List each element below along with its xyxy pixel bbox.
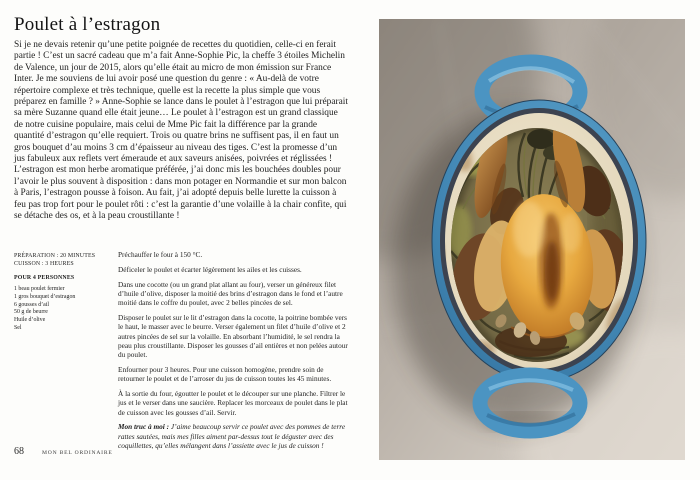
- cocotte-illustration: [379, 19, 685, 460]
- ingredient-item: 50 g de beurre: [14, 309, 48, 316]
- step-paragraph: Préchauffer le four à 150 °C.: [118, 250, 203, 259]
- page-footer: [14, 446, 113, 457]
- intro-paragraph: Si je ne devais retenir qu’une petite poignée de recettes du quotidien, celle-ci en ferait partie ! C’est un sacré cadeau que m’a fait Anne-Sophie Pic, la cheffe 3 étoiles Michelin de Valence, un jour de 2015, alors qu’elle était au micro de mon émission sur France Inter. Je me souviens de lui avoir posé une question du genre : « Au-delà de votre répertoire complexe et très technique, quelle est la recette la plus simple que vous préparez en famille ? » Anne-Sophie se lance dans le poulet à l’estragon que lui préparait sa mère Suzanne quand elle était jeune… Le poulet à l’estragon est un grand classique de notre cuisine populaire, mais celui de Mme Pic fait la différence par la grande quantité d’estragon qu’elle requiert. Trois ou quatre brins ne suffisent pas, il en faut un gros bouquet d’au moins 3 cm d’épaisseur au niveau des tiges. C’est la promesse d’un jus fabuleux aux reflets vert émeraude et aux saveurs anisées, poivrées et réglissées ! L’estragon est mon herbe aromatique préférée, j’ai donc mis les bouchées doubles pour l’avoir le plus souvent à disposition : dans mon potager en Normandie et sur mon balcon à Paris, l’estragon pousse à foison. Au fait, j’ai adopté depuis belle lurette la cuisson à feu pas trop fort pour le poulet rôti : c’est la garantie d’une volaille à la chair confite, qui se détache des os, et à la peau croustillante !: [14, 40, 348, 222]
- ingredient-item: Huile d’olive: [14, 316, 46, 323]
- page-number: 68: [14, 446, 24, 457]
- step-paragraph: Déficeler le poulet et écarter légèrement les ailes et les cuisses.: [118, 264, 302, 274]
- ingredient-item: 6 gousses d’ail: [14, 301, 50, 308]
- running-title: MON BEL ORDINAIRE: [42, 450, 113, 456]
- step-paragraph: Dans une cocotte (ou un grand plat allant au four), verser un généreux filet d’huile d’olive, disposer la moitié des brins d’estragon dans le fond et l’autre moitié dans le coffre du poulet, avec 2 belles pincées de sel.: [118, 279, 343, 308]
- roast-chicken-photo: [379, 19, 685, 460]
- tip-text: J’aime beaucoup servir ce poulet avec des pommes de terre rattes sautées, mais mes filles aiment par-dessus tout le déguster avec des coquillettes, qu’elles mélangent dans l’assiette avec le jus de cuisson !: [118, 422, 346, 451]
- method-column: [118, 250, 351, 456]
- ingredient-item: Sel: [14, 324, 22, 331]
- step-paragraph: Disposer le poulet sur le lit d’estragon dans la cocotte, la poitrine bombée vers le haut, le masser avec le beurre. Verser également un filet d’huile d’olive et 2 autres pincées de sel sur la volaille. En absorbant l’humidité, le sel rendra la peau plus croustillante. Disposer les gousses d’ail entières et non pelées autour du poulet.: [118, 312, 348, 360]
- cook-time: CUISSON : 3 HEURES: [14, 260, 74, 267]
- tip-label: Mon truc à moi :: [118, 422, 171, 432]
- photo-page: [350, 0, 700, 480]
- ingredient-item: 1 beau poulet fermier: [14, 286, 65, 293]
- servings-label: POUR 4 PERSONNES: [14, 275, 75, 282]
- tip-paragraph: [118, 422, 351, 450]
- page-title: Poulet à l’estragon: [14, 14, 161, 35]
- ingredients-column: [14, 253, 114, 332]
- prep-time: PRÉPARATION : 20 MINUTES: [14, 253, 96, 259]
- ingredient-item: 1 gros bouquet d’estragon: [14, 293, 76, 300]
- step-paragraph: À la sortie du four, égoutter le poulet et le découper sur une planche. Filtrer le jus et le verser dans une saucière. Replacer les morceaux de poulet dans le plat de cuisson avec les gousses d’ail. Servir.: [118, 389, 348, 417]
- step-paragraph: Enfourner pour 3 heures. Pour une cuisson homogène, prendre soin de retourner le poulet et de l’arroser du jus de cuisson toutes les 45 minutes.: [118, 364, 332, 384]
